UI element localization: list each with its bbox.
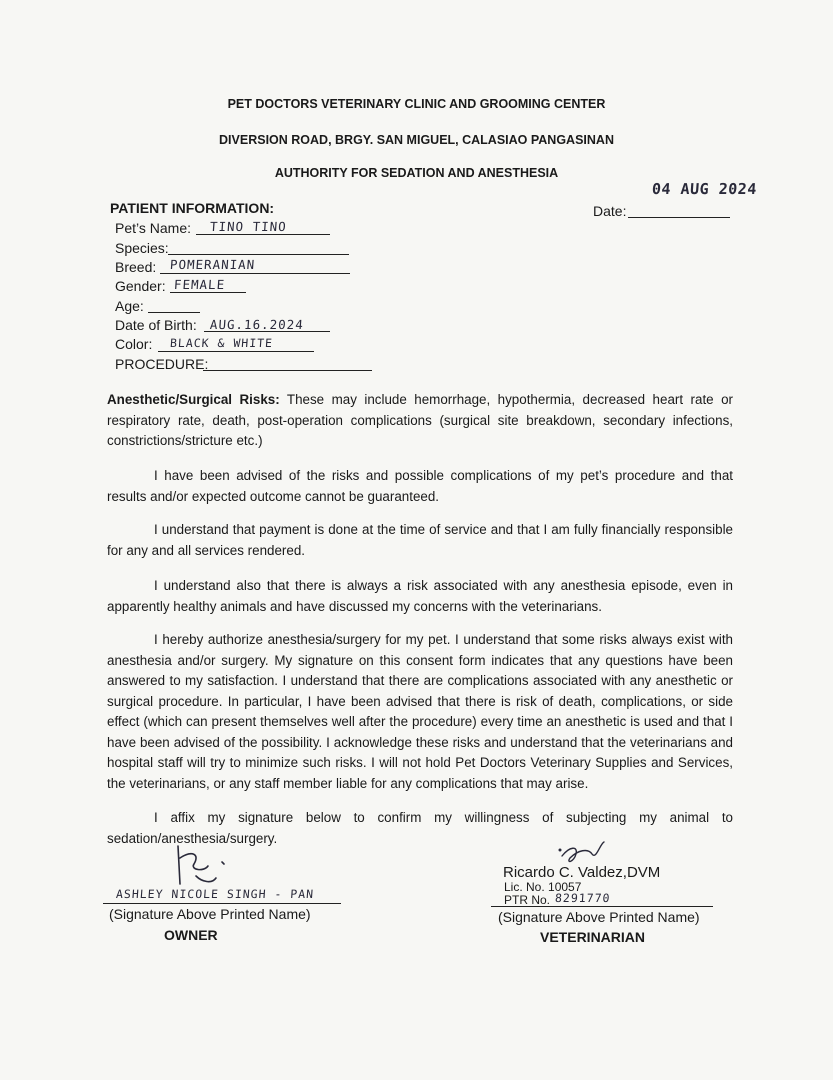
date-stamp: 04 AUG 2024	[651, 180, 758, 198]
paragraph-risk-anesthesia: I understand also that there is always a risk associated with any anesthesia episode, even in apparently healthy animals and have discussed my concerns with the veterinarians.	[107, 578, 733, 614]
dob-field[interactable]	[204, 331, 330, 332]
vet-role: VETERINARIAN	[540, 929, 646, 945]
pets-name-value: TINO TINO	[209, 219, 288, 234]
breed-value: POMERANIAN	[169, 257, 256, 272]
vet-signature-caption: (Signature Above Printed Name)	[498, 909, 700, 925]
vet-signature-line[interactable]	[491, 906, 713, 907]
breed-field[interactable]	[160, 273, 350, 274]
age-label: Age:	[115, 298, 144, 314]
procedure-label: PROCEDURE:	[115, 356, 209, 372]
dob-label: Date of Birth:	[115, 317, 197, 333]
date-field[interactable]	[628, 217, 730, 218]
risks-label: Anesthetic/Surgical Risks:	[107, 392, 280, 407]
paragraph-authorization: I hereby authorize anesthesia/surgery for my pet. I understand that some risks always exist with anesthesia and/or surgery. My signature on this consent form indicates that any questions have been answered to my satisfaction. I understand that there are complications associated with any anesthetic or surgical procedure. In particular, I have been advised that there is risk of death, complications, or side effect (which can present themselves well after the procedure) every time an anesthetic is used and that I have been advised of the possibility. I acknowledge these risks and understand that the veterinarians and hospital staff will try to minimize such risks. I will not hold Pet Doctors Veterinary Supplies and Services, the veterinarians, or any staff member liable for any complications that may arise.	[107, 632, 733, 791]
clinic-address: DIVERSION ROAD, BRGY. SAN MIGUEL, CALASIAO PANGASINAN	[219, 133, 614, 147]
pets-name-label: Pet’s Name:	[115, 220, 191, 236]
owner-printed-name: ASHLEY NICOLE SINGH - PAN	[115, 887, 315, 901]
procedure-field[interactable]	[203, 370, 372, 371]
species-label: Species:	[115, 240, 169, 256]
gender-label: Gender:	[115, 278, 166, 294]
vet-ptr-value: 8291770	[554, 891, 611, 905]
owner-signature-line[interactable]	[103, 903, 341, 904]
species-field[interactable]	[168, 254, 349, 255]
paragraph-payment: I understand that payment is done at the time of service and that I am fully financially responsible for any and all services rendered.	[107, 522, 733, 558]
color-field[interactable]	[158, 351, 314, 352]
vet-name: Ricardo C. Valdez,DVM	[503, 864, 661, 881]
color-value: BLACK & WHITE	[169, 336, 274, 350]
gender-value: FEMALE	[173, 277, 226, 292]
breed-label: Breed:	[115, 259, 157, 275]
owner-role: OWNER	[164, 927, 218, 943]
clinic-name: PET DOCTORS VETERINARY CLINIC AND GROOMING CENTER	[227, 97, 606, 111]
dob-value: AUG.16.2024	[209, 317, 305, 332]
paragraph-advised: I have been advised of the risks and possible complications of my pet’s procedure and that results and/or expected outcome cannot be guaranteed.	[107, 468, 733, 504]
risks-paragraph	[107, 390, 733, 452]
form-title: AUTHORITY FOR SEDATION AND ANESTHESIA	[274, 166, 559, 180]
pets-name-field[interactable]	[196, 234, 330, 235]
color-label: Color:	[115, 336, 153, 352]
owner-signature-scribble	[170, 840, 240, 890]
vet-ptr-label: PTR No.	[504, 893, 551, 907]
patient-info-heading: PATIENT INFORMATION:	[110, 200, 275, 216]
owner-signature-caption: (Signature Above Printed Name)	[109, 906, 311, 922]
paragraph-affix-signature: I affix my signature below to confirm my willingness of subjecting my animal to sedation/anesthesia/surgery.	[107, 810, 733, 846]
risks-text: These may include hemorrhage, hypothermia, decreased heart rate or respiratory rate, death, post-operation complications (surgical site breakdown, secondary infections, constrictions/stricture etc.)	[107, 392, 733, 448]
gender-field[interactable]	[170, 292, 246, 293]
date-label: Date:	[593, 203, 627, 219]
age-field[interactable]	[148, 312, 200, 313]
vet-license: Lic. No. 10057	[504, 880, 582, 894]
